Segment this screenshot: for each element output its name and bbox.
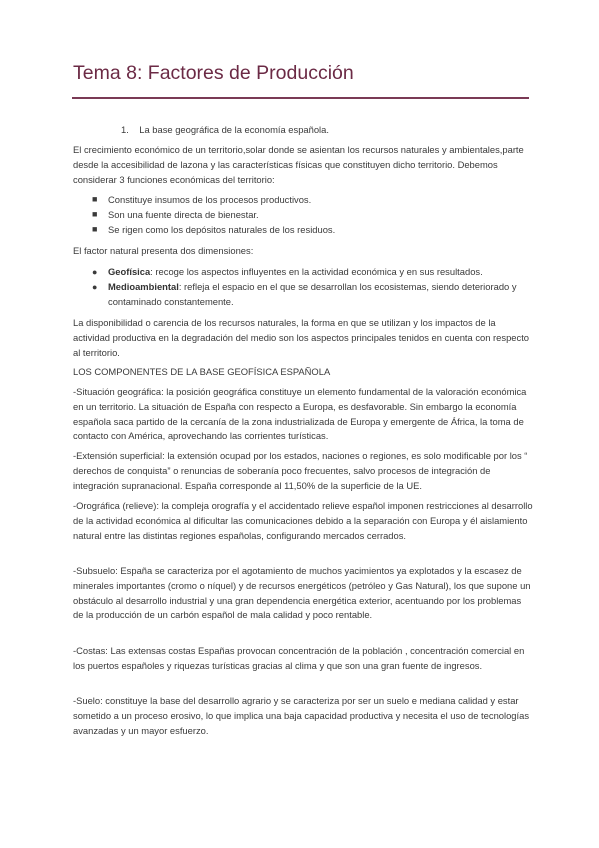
list-item: Se rigen como los depósitos naturales de los residuos. <box>108 224 336 235</box>
list-item-geofisica <box>108 265 528 280</box>
definition: : refleja el espacio en el que se desarrollan los ecosistemas, siendo deteriorado y contaminado constantemente. <box>108 281 517 307</box>
component-suelo: -Suelo: constituye la base del desarrollo agrario y se caracteriza por ser un suelo e mediana calidad y estar sometido a un proceso erosivo, lo que implica una baja capacidad productiva y necesita el uso de tecnologías avanzadas y un mayor esfuerzo. <box>73 695 530 736</box>
paragraph-resources: La disponibilidad o carencia de los recursos naturales, la forma en que se utilizan y los impactos de la actividad productiva en la degradación del medio son los aspectos principales tenidos en cuenta con respecto al territorio. <box>73 317 530 358</box>
component-subsuelo: -Subsuelo: España se caracteriza por el agotamiento de muchos yacimientos ya explotados y la escasez de minerales importantes (cromo o níquel) y de recursos energéticos (petróleo y Gas Natural), los que supone un obstáculo al desarrollo industrial y una gran dependencia energética exterior, acentuando por los problemas de la producción de un carbón español de mala calidad y poco rentable. <box>73 565 531 621</box>
component-extension: -Extensión superficial: la extensión ocupad por los estados, naciones o regiones, es solo modificable por los “ derechos de conquista” o renuncias de soberanía poco frecuentes, salvo procesos de integración de integración supranacional. España corresponde al 11,50% de la superficie de la UE. <box>73 450 528 491</box>
definition: : recoge los aspectos influyentes en la actividad económica y en sus resultados. <box>150 266 483 277</box>
component-costas: -Costas: Las extensas costas Españas provocan concentración de la población , concentración comercial en los puertos españoles y riquezas turísticas gracias al clima y que son una gran fuente de ingresos. <box>73 645 525 671</box>
list-item-medioambiental <box>108 280 528 310</box>
term: Geofísica <box>108 266 151 277</box>
bullet-icon: ● <box>92 282 98 292</box>
title-rule <box>72 97 529 99</box>
component-situacion: -Situación geográfica: la posición geográfica constituye un elemento fundamental de la valoración económica en un territorio. La situación de España con respecto a Europa, es desfavorable. Sin embargo la economía española saca partido de la cercanía de la zona industrializada de Europa y emergente de África, la toma de contacto con América, aprovechando las corrientes turísticas. <box>73 386 527 442</box>
list-item: Son una fuente directa de bienestar. <box>108 209 259 220</box>
section-heading: LOS COMPONENTES DE LA BASE GEOFÍSICA ESPAÑOLA <box>73 366 331 377</box>
paragraph-dimensions: El factor natural presenta dos dimensiones: <box>73 245 254 256</box>
numbered-heading: 1. La base geográfica de la economía española. <box>121 124 329 135</box>
bullet-icon: ■ <box>92 224 98 234</box>
paragraph-intro: El crecimiento económico de un territorio,solar donde se asientan los recursos naturales y ambientales,parte desde la accesibilidad de lazona y las características físicas que constituyen dicho territorio. Debemos considerar 3 funciones económicas del territorio: <box>73 144 524 185</box>
page-title: Tema 8: Factores de Producción <box>73 62 354 84</box>
component-orografica: -Orográfica (relieve): la compleja orografía y el accidentado relieve español imponen restricciones al desarrollo de la actividad económica al dificultar las comunicaciones debido a la separación con Europa y él aislamiento natural entre las distintas regiones españolas, configurando mercados cerrados. <box>73 500 533 541</box>
bullet-icon: ■ <box>92 194 98 204</box>
bullet-icon: ■ <box>92 209 98 219</box>
bullet-icon: ● <box>92 267 98 277</box>
list-item: Constituye insumos de los procesos productivos. <box>108 194 312 205</box>
term: Medioambiental <box>108 281 179 292</box>
